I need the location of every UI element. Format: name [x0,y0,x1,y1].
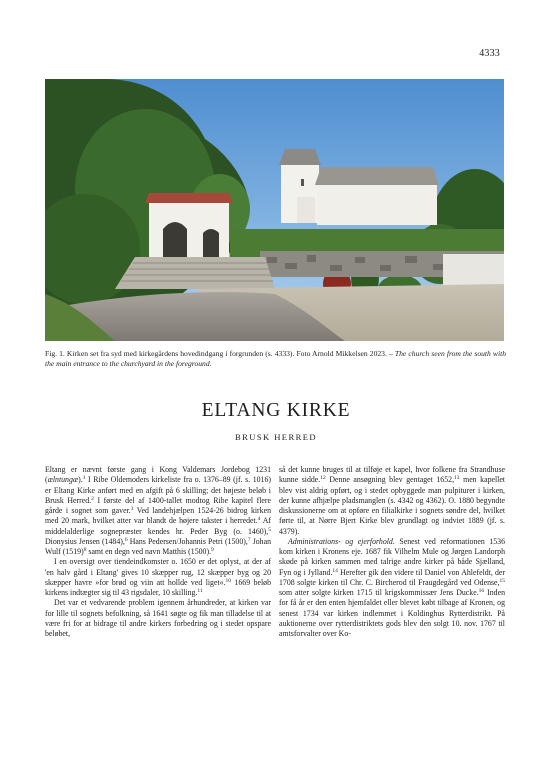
paragraph: Det var et vedvarende problem igennem århundreder, at kirken var for lille til sognets befolkning, så 1641 søgte og fik man tilladelse til at være fri for at bidrage til andre kirkers forbedring og i stedet opspare beløbet, [45,598,271,638]
footnote-ref: 6 [124,536,128,543]
footnote-ref: 7 [247,536,251,543]
footnote-ref: 4 [257,516,261,523]
paragraph: Eltang er nævnt første gang i Kong Valdemars Jordebog 1231 (ælntungæ).$^1$ I Ribe Oldemoders kirkeliste fra o. 1376–89 (jf. s. 1016) er Eltang Kirke anført med en afgift på 6 skilling; det højeste beløb i Brusk Herred.$^2$ I første del af 1400-tallet modtog Ribe kapitel flere gårde i sognet som gaver.$^3$ Ved landehjælpen 1524-26 bidrog kirken med 20 mark, hvilket atter var blandt de højere takster i herredet.$^4$ Af middelalderlige sognepræster kendes hr. Peder Byg (o. 1460),$^5$ Dionysius Jensen (1484),$^6$ Hans Pedersen/Johannis Petri (1500),$^7$ Johan Wulf $(1519)^8$ samt en degn ved navn Matthis (1500).$^9$ [45,465,271,556]
footnote-ref: 12 [320,475,326,482]
footnote-ref: 10 [225,577,232,584]
footnote-ref: 11 [197,588,203,594]
footnote-ref: 3 [130,506,134,512]
footnote-ref: 8 [83,547,87,553]
text-column-left [45,465,271,639]
figure-caption [45,349,506,370]
church-photo [45,79,504,341]
page-subtitle: BRUSK HERRED [235,432,317,442]
caption-danish: Fig. 1. Kirken set fra syd med kirkegårdens hovedindgang i forgrunden (s. 4333). Foto Arnold Mikkelsen 2023. – [45,349,393,358]
page-number: 4333 [479,48,500,59]
italic-text: Administrations- og ejerforhold. [288,536,395,546]
page-title: ELTANG KIRKE [201,400,351,421]
footnote-ref: 15 [499,577,505,584]
text-column-right [279,465,505,639]
footnote-ref: 1 [82,475,86,482]
footnote-ref: 2 [91,495,94,502]
italic-text: ælntungæ [47,475,79,485]
footnote-ref: 14 [332,567,338,574]
footnote-ref: 9 [211,547,214,553]
footnote-ref: 5 [268,526,271,533]
caption-english: The church seen from the south with the main entrance to the churchyard in the foreground. [45,349,506,369]
paragraph: så det kunne bruges til at tilføje et kapel, hvor folkene fra Strandhuse kunne sidde.$^{12}$ Denne ansøgning blev gentaget 1652,13 men kapellet blev vist aldrig opført, og i stedet opbyggede man pulpiturer i kirken, der kunne afhjælpe pladsmanglen (s. 4342 og 4362). O. 1880 begyndte diskussionerne om at opføre en filialkirke i sognets søndre del, hvilket førte til, at Nørre Bjert Kirke blev grundlagt og indviet 1889 (jf. s. 4379). [279,465,505,536]
footnote-ref: 16 [478,588,485,594]
paragraph: I en oversigt over tiendeindkomster o. 1650 er det oplyst, at der af 'en halv gård i Eltang' gives 10 skæpper rug, 12 skæpper byg og 20 skæpper havre »for brød og viin att hollde ved liget«.$^{10}$ 1669 beløb kirkens indtægter sig til 43 rigsdaler, 10 skilling.$^{11}$ [45,557,271,597]
paragraph: Administrations- og ejerforhold. Senest ved reformationen 1536 kom kirken i Kronens eje. 1687 fik Vilhelm Mule og Jørgen Landorph skøde på kirken sammen med talrige andre kirker på både Sjælland, Fyn og i Jylland.$^{14}$ Herefter gik den videre til Daniel von Ahlefeldt, der 1708 solgte kirken til Chr. C. Bircherod til Fraugdegård ved Odense,$^{15}$ som atter solgte kirken 1715 til krigskommissær Jens Ducke.$^{16}$ Inden for få år er den enten hjemfaldet eller blevet købt tilbage af Kronen, og senest 1734 var kirken indlemmet i Koldinghus Rytterdistrikt. På auktionerne over rytterdistriktets gods blev den solgt 10. nov. 1767 til amtsforvalter over Ko- [279,536,506,638]
footnote-ref: 13 [454,475,460,482]
churchyard-gate [145,193,233,259]
